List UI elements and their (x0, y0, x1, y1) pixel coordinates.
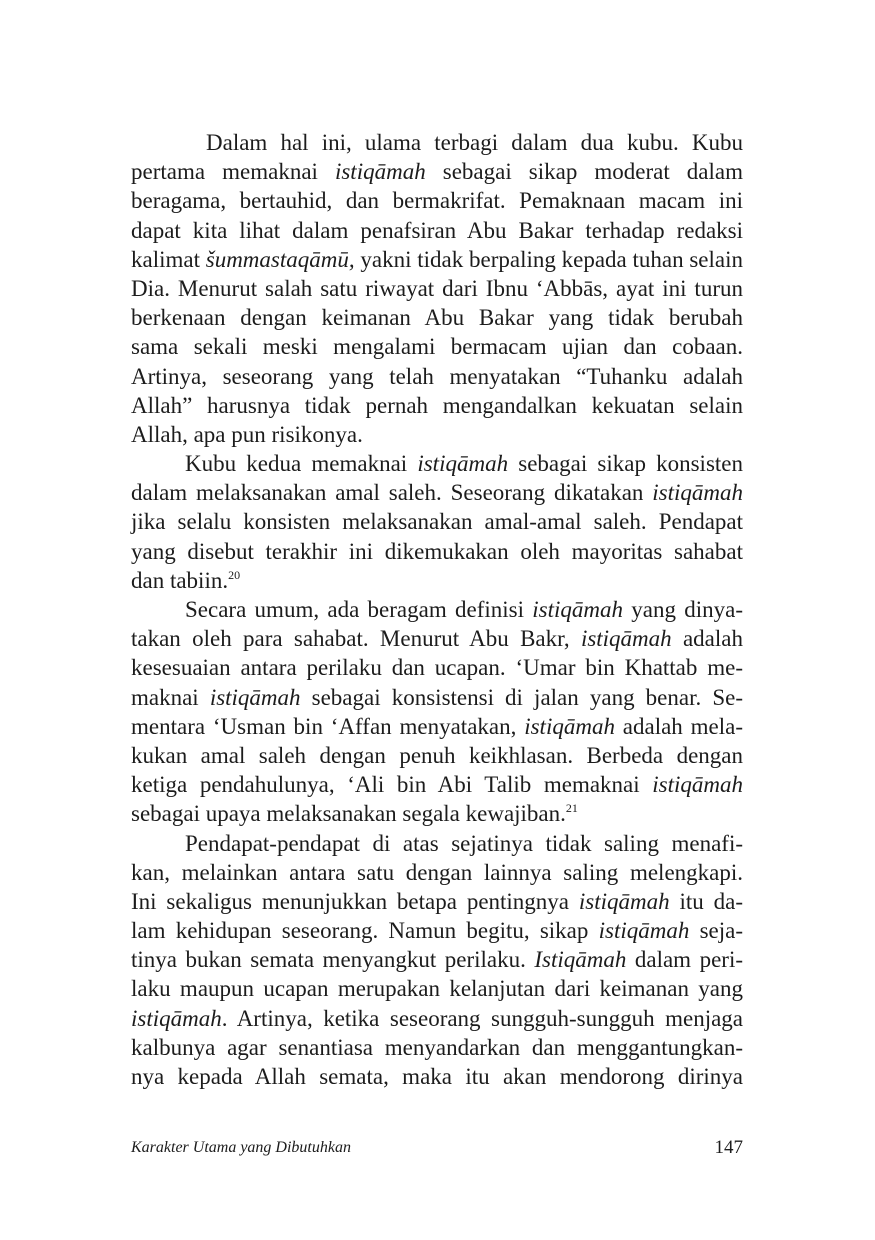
paragraph-line: Pendapat-pendapat di atas sejatinya tidak saling menafi- (185, 830, 743, 856)
paragraph-line: Artinya, seseorang yang telah menyatakan “Tuhanku adalah (131, 363, 743, 389)
paragraph-line: mentara ‘Usman bin ‘Affan menyatakan, istiqāmah adalah mela- (131, 713, 743, 739)
paragraph-line: kesesuaian antara perilaku dan ucapan. ‘Umar bin Khattab me- (131, 655, 743, 681)
paragraph-line: dan tabiin.$^{20}$ (131, 567, 241, 593)
paragraph-line: Secara umum, ada beragam definisi istiqāmah yang dinya- (185, 597, 743, 622)
paragraph-line: takan oleh para sahabat. Menurut Abu Bakr, istiqāmah adalah (131, 626, 743, 652)
paragraph-line: tinya bukan semata menyangkut perilaku. Istiqāmah dalam peri- (131, 947, 743, 973)
paragraph-line: dapat kita lihat dalam penafsiran Abu Bakar terhadap redaksi (131, 217, 743, 243)
italic-term: Istiqāmah (534, 947, 627, 973)
paragraph-line: kalimat šummastaqāmū, yakni tidak berpaling kepada tuhan selain (131, 246, 743, 272)
paragraph-line: kan, melainkan antara satu dengan lainnya saling melengkapi. (131, 859, 743, 885)
running-footer-title: Karakter Utama yang Dibutuhkan (131, 1139, 351, 1156)
page-number: 147 (714, 1137, 743, 1158)
paragraph-line: kukan amal saleh dengan penuh keikhlasan. Berbeda dengan (131, 742, 743, 768)
italic-term: istiqāmah (209, 684, 301, 710)
paragraph-line: Kubu kedua memaknai istiqāmah sebagai sikap konsisten (185, 451, 743, 477)
paragraph-line: nya kepada Allah semata, maka itu akan mendorong dirinya (131, 1064, 743, 1089)
italic-term: šummastaqāmū, (205, 246, 355, 272)
body-text (131, 128, 743, 1091)
paragraph-line: Allah, apa pun risikonya. (131, 421, 363, 447)
paragraph-line: dalam melaksanakan amal saleh. Seseorang dikatakan istiqāmah (131, 480, 743, 506)
italic-term: istiqāmah (652, 480, 743, 506)
footnote-ref: 20 (228, 567, 241, 582)
paragraph-line: pertama memaknai istiqāmah sebagai sikap moderat dalam (131, 159, 743, 185)
paragraph-line: sama sekali meski mengalami bermacam ujian dan cobaan. (131, 334, 743, 360)
paragraph-line: lam kehidupan seseorang. Namun begitu, sikap istiqāmah seja- (131, 918, 743, 944)
italic-term: istiqāmah (580, 626, 672, 652)
paragraph-line: yang disebut terakhir ini dikemukakan oleh mayoritas sahabat (131, 538, 743, 564)
italic-term: istiqāmah (524, 713, 615, 739)
paragraph-line: Allah” harusnya tidak pernah mengandalkan kekuatan selain (131, 392, 743, 418)
italic-term: istiqāmah (598, 918, 690, 944)
paragraph-line: Dia. Menurut salah satu riwayat dari Ibnu ‘Abbās, ayat ini turun (131, 275, 743, 301)
paragraph-line: ketiga pendahulunya, ‘Ali bin Abi Talib memaknai istiqāmah (131, 772, 743, 798)
paragraph-line: laku maupun ucapan merupakan kelanjutan dari keimanan yang (131, 976, 743, 1002)
paragraph-line: jika selalu konsisten melaksanakan amal-amal saleh. Pendapat (131, 509, 743, 535)
italic-term: istiqāmah (532, 597, 623, 622)
italic-term: istiqāmah (652, 772, 743, 798)
paragraph-line: kalbunya agar senantiasa menyandarkan dan menggantungkan- (131, 1034, 743, 1060)
italic-term: istiqāmah (334, 159, 426, 185)
paragraph-line: berkenaan dengan keimanan Abu Bakar yang tidak berubah (131, 305, 743, 331)
paragraph-line: sebagai upaya melaksanakan segala kewajiban.$^{21}$ (131, 801, 578, 827)
paragraph-line: maknai istiqāmah sebagai konsistensi di jalan yang benar. Se- (131, 684, 743, 710)
italic-term: istiqāmah (417, 451, 509, 477)
paragraph-line: Dalam hal ini, ulama terbagi dalam dua kubu. Kubu (206, 130, 743, 155)
paragraph-line: beragama, bertauhid, dan bermakrifat. Pemaknaan macam ini (131, 188, 743, 214)
paragraph-line: istiqāmah. Artinya, ketika seseorang sungguh-sungguh menjaga (131, 1005, 743, 1031)
italic-term: istiqāmah (131, 1005, 222, 1031)
paragraph-line: Ini sekaligus menunjukkan betapa pentingnya istiqāmah itu da- (131, 888, 744, 914)
footnote-ref: 21 (565, 801, 578, 816)
italic-term: istiqāmah (578, 888, 670, 914)
